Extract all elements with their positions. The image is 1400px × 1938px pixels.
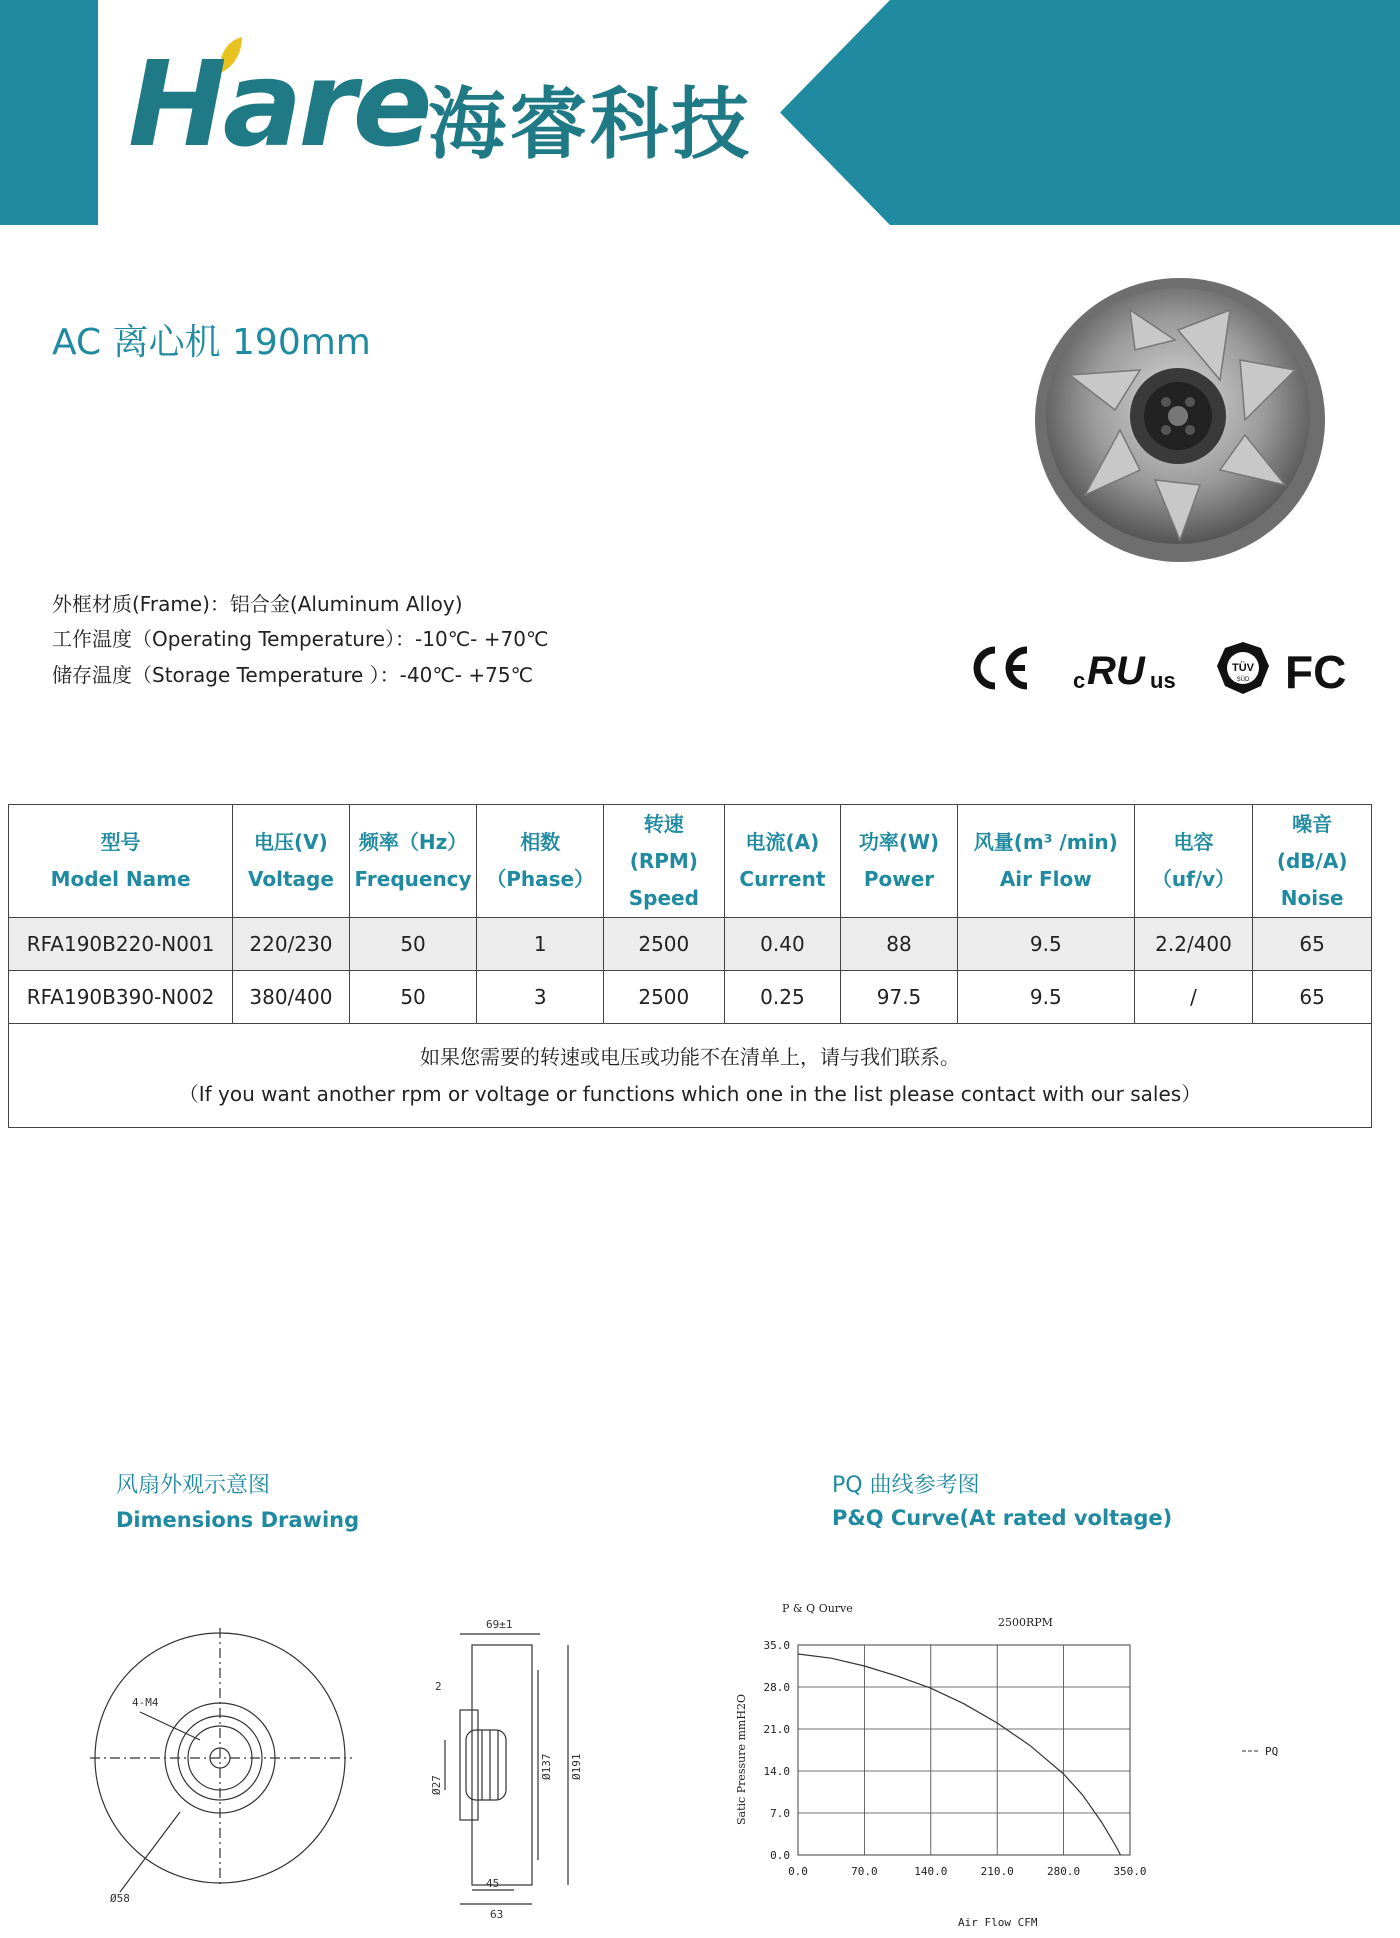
y-tick-label: 0.0	[770, 1849, 790, 1862]
table-cell: /	[1134, 971, 1253, 1024]
x-tick-label: 210.0	[980, 1865, 1014, 1878]
ce-mark-icon	[977, 650, 1027, 686]
column-header	[349, 805, 477, 918]
spec-frame: 外框材质(Frame)：铝合金(Aluminum Alloy)	[52, 592, 463, 616]
brand-logo: Hare	[128, 35, 429, 173]
header-left-band	[0, 0, 98, 225]
dim-label-thread: 4-M4	[132, 1696, 159, 1709]
column-header-line: 噪音	[1292, 811, 1333, 836]
plot-frame	[798, 1645, 1130, 1855]
table-cell: 2500	[604, 918, 725, 971]
column-header-line: Current	[739, 867, 826, 891]
table-cell: 97.5	[841, 971, 958, 1024]
table-note	[9, 1024, 1372, 1128]
column-header-line: (dB/A)	[1276, 848, 1348, 873]
table-cell: 88	[841, 918, 958, 971]
column-header-line: Noise	[1280, 885, 1344, 910]
table-cell: RFA190B390-N002	[9, 971, 233, 1024]
spec-storage-temperature: 储存温度（Storage Temperature ）：-40℃- +75℃	[52, 663, 534, 687]
spec-operating-temperature: 工作温度（Operating Temperature）：-10℃- +70℃	[52, 627, 549, 651]
fcc-mark-icon	[1285, 646, 1346, 698]
table-cell: 2500	[604, 971, 725, 1024]
table-cell: 380/400	[233, 971, 350, 1024]
x-tick-label: 140.0	[914, 1865, 948, 1878]
certification-logos	[965, 638, 1347, 698]
spec-table	[8, 804, 1372, 1128]
dim-label-inner: Ø137	[540, 1753, 553, 1780]
chart-ylabel: Satic Pressure mmH2O	[735, 1694, 748, 1825]
column-header-line: Power	[863, 867, 935, 891]
column-header	[477, 805, 604, 918]
table-note-cn: 如果您需要的转速或电压或功能不在清单上，请与我们联系。	[420, 1044, 960, 1069]
table-cell: 1	[477, 918, 604, 971]
column-header	[1253, 805, 1372, 918]
table-cell: 50	[349, 971, 477, 1024]
column-header-line: Frequency	[354, 867, 472, 891]
column-header-line: Speed	[628, 885, 699, 910]
chart-xlabel: Air Flow CFM	[958, 1916, 1038, 1929]
y-tick-label: 28.0	[763, 1681, 790, 1694]
column-header-line: Air Flow	[999, 867, 1092, 891]
table-cell: 65	[1253, 971, 1372, 1024]
tuv-mark-icon	[1217, 642, 1269, 694]
svg-text:SÜD: SÜD	[1236, 677, 1250, 683]
y-tick-label: 7.0	[770, 1807, 790, 1820]
dim-label-shaft: Ø27	[430, 1775, 443, 1795]
table-cell: 9.5	[957, 971, 1134, 1024]
column-header-line: Voltage	[247, 867, 334, 891]
dim-label-45: 45	[486, 1877, 500, 1890]
svg-text:us: us	[1150, 668, 1176, 693]
table-cell: 2.2/400	[1134, 918, 1253, 971]
table-cell: RFA190B220-N001	[9, 918, 233, 971]
dim-label-offset: 2	[435, 1680, 442, 1693]
x-tick-label: 350.0	[1113, 1865, 1147, 1878]
column-header-line: （uf/v）	[1151, 867, 1236, 891]
table-note-en: （If you want another rpm or voltage or functions which one in the list please contact with our sales）	[178, 1081, 1202, 1106]
x-tick-label: 280.0	[1047, 1865, 1081, 1878]
table-cell: 65	[1253, 918, 1372, 971]
column-header-line: 电容	[1173, 830, 1214, 854]
column-header	[604, 805, 725, 918]
y-tick-label: 14.0	[763, 1765, 790, 1778]
svg-text:TÜV: TÜV	[1232, 662, 1254, 674]
column-header-line: 相数	[520, 830, 561, 854]
x-tick-label: 70.0	[851, 1865, 878, 1878]
ur-mark-icon	[1073, 649, 1176, 693]
column-header-line: 风量(m³ /min)	[973, 830, 1118, 854]
column-header	[724, 805, 841, 918]
brand-name-cn: 海睿科技	[428, 80, 753, 170]
table-cell: 0.25	[724, 971, 841, 1024]
column-header-line: 电流(A)	[745, 830, 820, 854]
table-cell: 0.40	[724, 918, 841, 971]
dim-label-depth: 69±1	[486, 1618, 513, 1631]
legend-label-pq: PQ	[1265, 1745, 1279, 1758]
column-header	[841, 805, 958, 918]
column-header-line: 型号	[100, 830, 141, 854]
fan-product-image	[1030, 270, 1330, 570]
column-header-line: 功率(W)	[858, 830, 940, 854]
dimensions-title-cn: 风扇外观示意图	[116, 1473, 271, 1498]
pq-title-cn: PQ 曲线参考图	[832, 1473, 980, 1498]
table-row	[9, 918, 1372, 971]
svg-text:c: c	[1073, 668, 1086, 693]
header-right-band	[780, 0, 1400, 225]
pq-series-line	[798, 1654, 1121, 1855]
pq-chart	[720, 1590, 1320, 1930]
column-header-line: Model Name	[50, 867, 191, 891]
table-cell: 50	[349, 918, 477, 971]
dim-label-outer: Ø191	[570, 1753, 583, 1780]
table-row	[9, 971, 1372, 1024]
column-header	[957, 805, 1134, 918]
column-header	[233, 805, 350, 918]
column-header	[9, 805, 233, 918]
column-header	[1134, 805, 1253, 918]
column-header-line: 频率（Hz）	[358, 830, 468, 854]
table-cell: 9.5	[957, 918, 1134, 971]
column-header-line: （Phase）	[486, 867, 595, 891]
dim-label-hub: Ø58	[110, 1892, 130, 1905]
svg-text:FC: FC	[1285, 646, 1347, 698]
chart-grid	[798, 1645, 1130, 1855]
chart-subtitle: 2500RPM	[998, 1616, 1053, 1629]
table-cell: 220/230	[233, 918, 350, 971]
dimensions-title-en: Dimensions Drawing	[116, 1508, 360, 1532]
table-note-row	[9, 1024, 1372, 1128]
pq-title-en: P&Q Curve(At rated voltage)	[832, 1506, 1173, 1530]
x-tick-label: 0.0	[788, 1865, 808, 1878]
svg-text:RU: RU	[1087, 649, 1145, 693]
y-tick-label: 35.0	[763, 1639, 790, 1652]
table-cell: 3	[477, 971, 604, 1024]
dim-label-63: 63	[490, 1908, 504, 1921]
dimensions-drawing	[90, 1590, 640, 1921]
column-header-line: 转速	[643, 811, 684, 836]
column-header-line: 电压(V)	[254, 830, 328, 854]
y-tick-label: 21.0	[763, 1723, 790, 1736]
page-title: AC 离心机 190mm	[52, 322, 371, 363]
chart-title: P & Q Ourve	[782, 1602, 853, 1615]
column-header-line: (RPM)	[629, 848, 698, 873]
table-header-row	[9, 805, 1372, 918]
